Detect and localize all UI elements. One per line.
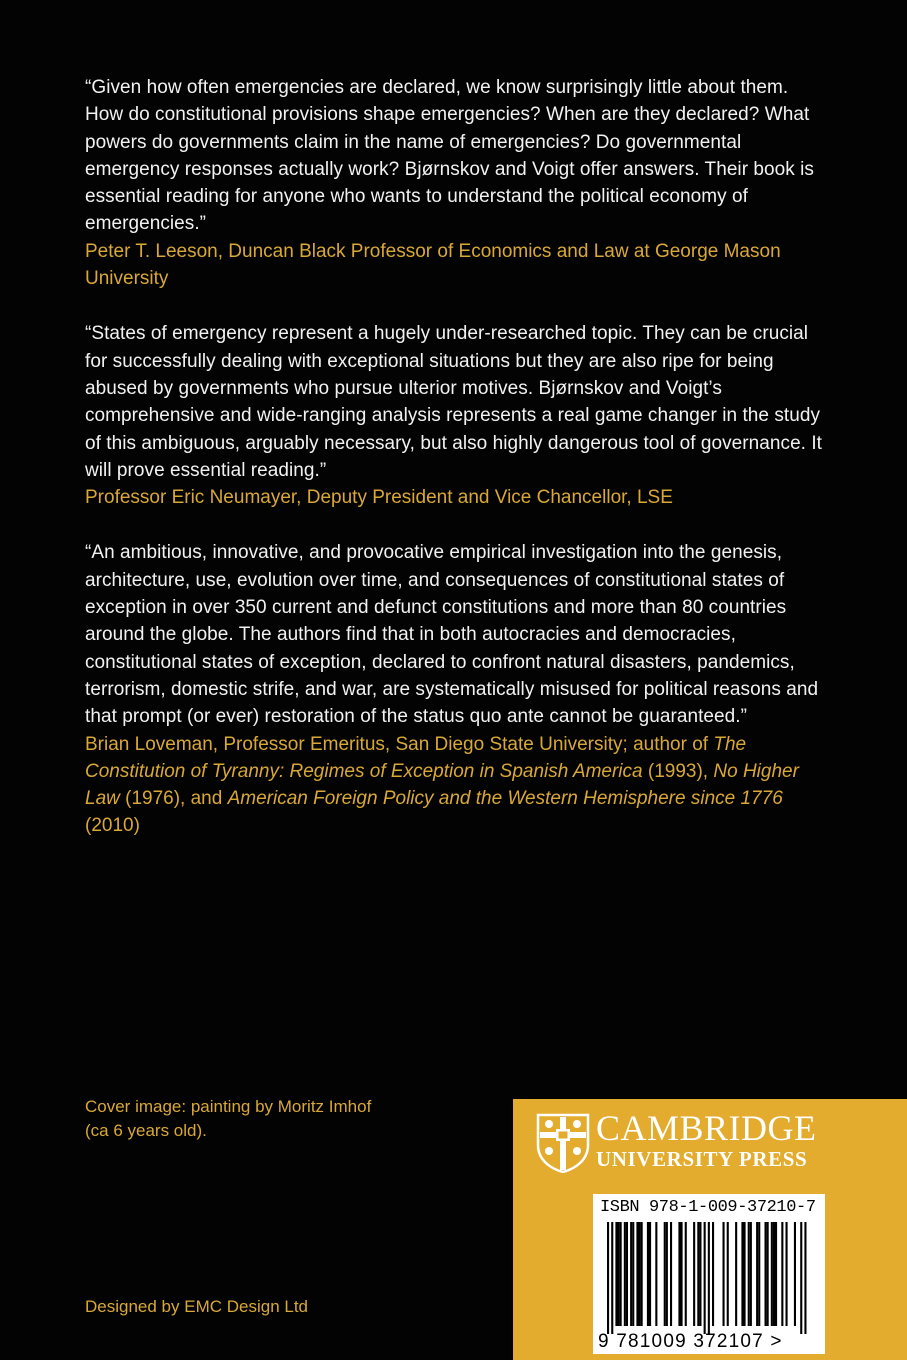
blurb-neumayer	[85, 320, 830, 511]
publisher-logo	[596, 1109, 817, 1171]
barcode-bar	[804, 1222, 806, 1334]
barcode-bar	[693, 1222, 695, 1326]
barcode-bar	[786, 1222, 788, 1326]
barcode-bar	[773, 1222, 775, 1326]
publisher-panel	[513, 1099, 907, 1360]
barcode-bars	[593, 1194, 825, 1354]
design-credit: Designed by EMC Design Ltd	[85, 1297, 309, 1316]
barcode-bar	[775, 1222, 777, 1326]
barcode-bar	[758, 1222, 760, 1326]
barcode-bar	[664, 1222, 666, 1326]
barcode-bar	[647, 1222, 649, 1326]
barcode-bar	[735, 1222, 737, 1326]
endorsements	[85, 74, 830, 868]
publisher-name-line2: UNIVERSITY PRESS	[596, 1147, 808, 1171]
isbn-label: ISBN 978-1-009-37210-7	[600, 1198, 816, 1217]
barcode-bar	[655, 1222, 657, 1326]
cover-image-credit	[85, 1095, 371, 1143]
isbn-barcode	[593, 1194, 825, 1354]
quote-text: “Given how often emergencies are declared, we know surprisingly little about them. How do constitutional provisions shape emergencies? When are they declared? What powers do governments claim in the name of emergencies? Do governmental emergency responses actually work? Bjørnskov and Voigt offer answers. Their book is essential reading for anyone who wants to understand the political economy of emergencies.”	[85, 77, 814, 235]
barcode-bar	[771, 1222, 773, 1326]
barcode-bar	[704, 1222, 706, 1334]
barcode-bar	[666, 1222, 668, 1326]
barcode-bar	[727, 1222, 729, 1326]
cover-credit-line1: Cover image: painting by Moritz Imhof	[85, 1097, 372, 1116]
barcode-bar	[765, 1222, 767, 1326]
barcode-bar	[649, 1222, 651, 1326]
barcode-bar	[697, 1222, 699, 1326]
barcode-bar	[636, 1222, 638, 1326]
barcode-digits: 9 781009 372107 >	[598, 1331, 783, 1352]
cambridge-crest-icon	[536, 1113, 590, 1173]
quote-attribution: Professor Eric Neumayer, Deputy President and Vice Chancellor, LSE	[85, 487, 673, 509]
barcode-bar	[670, 1222, 672, 1326]
barcode-bar	[620, 1222, 622, 1326]
barcode-bar	[708, 1222, 710, 1334]
barcode-bar	[744, 1222, 746, 1326]
book-year: (1993),	[642, 760, 714, 782]
book-title: American Foreign Policy and the Western Hemisphere since 1776	[227, 788, 783, 810]
barcode-bar	[624, 1222, 626, 1326]
publisher-name-line1: CAMBRIDGE	[596, 1108, 817, 1148]
barcode-bar	[712, 1222, 714, 1326]
book-title: The Constitution of Tyranny: Regimes of Exception in Spanish America	[85, 733, 747, 782]
barcode-bar	[750, 1222, 752, 1326]
barcode-bar	[781, 1222, 783, 1326]
barcode-bar	[794, 1222, 796, 1326]
book-year: (2010)	[85, 815, 140, 837]
barcode-bar	[756, 1222, 758, 1326]
barcode-bar	[630, 1222, 632, 1326]
barcode-bar	[741, 1222, 743, 1326]
barcode-bar	[699, 1222, 701, 1326]
barcode-bar	[639, 1222, 641, 1326]
barcode-bar	[678, 1222, 680, 1326]
barcode-bar	[681, 1222, 683, 1326]
barcode-bar	[641, 1222, 643, 1326]
book-title: No Higher Law	[85, 760, 799, 810]
barcode-bar	[767, 1222, 769, 1326]
barcode-bar	[626, 1222, 628, 1326]
barcode-bar	[685, 1222, 687, 1326]
blurb-loveman	[85, 539, 830, 839]
quote-text: “An ambitious, innovative, and provocative empirical investigation into the genesis, architecture, use, evolution over time, and consequences of constitutional states of exception in over 350 current and defunct constitutions and more than 80 countries around the globe. The authors find that in both autocracies and democracies, constitutional states of exception, declared to confront natural disasters, pandemics, terrorism, domestic strife, and war, are systematically misused for political reasons and that prompt (or ever) restoration of the status quo ante cannot be guaranteed.”	[85, 542, 819, 728]
blurb-leeson	[85, 74, 830, 292]
quote-attribution	[85, 731, 830, 840]
cover-credit-line2: (ca 6 years old).	[85, 1121, 207, 1140]
attribution-lead: Brian Loveman, Professor Emeritus, San Diego State University; author of	[85, 733, 714, 755]
barcode-bar	[615, 1222, 617, 1326]
quote-text: “States of emergency represent a hugely under-researched topic. They can be crucial for successfully dealing with exceptional situations but they are also ripe for being abused by governments who pursue ulterior motives. Bjørnskov and Voigt’s comprehensive and wide-ranging analysis represents a real game changer in the study of this ambiguous, arguably necessary, but also highly dangerous tool of governance. It will prove essential reading.”	[85, 323, 822, 481]
barcode-bar	[723, 1222, 725, 1326]
barcode-bar	[618, 1222, 620, 1326]
book-year: (1976), and	[119, 788, 228, 810]
quote-attribution: Peter T. Leeson, Duncan Black Professor of Economics and Law at George Mason University	[85, 240, 781, 290]
barcode-bar	[748, 1222, 750, 1326]
barcode-bar	[611, 1222, 613, 1334]
barcode-bar	[800, 1222, 802, 1334]
barcode-bar	[632, 1222, 634, 1326]
barcode-bar	[607, 1222, 609, 1334]
